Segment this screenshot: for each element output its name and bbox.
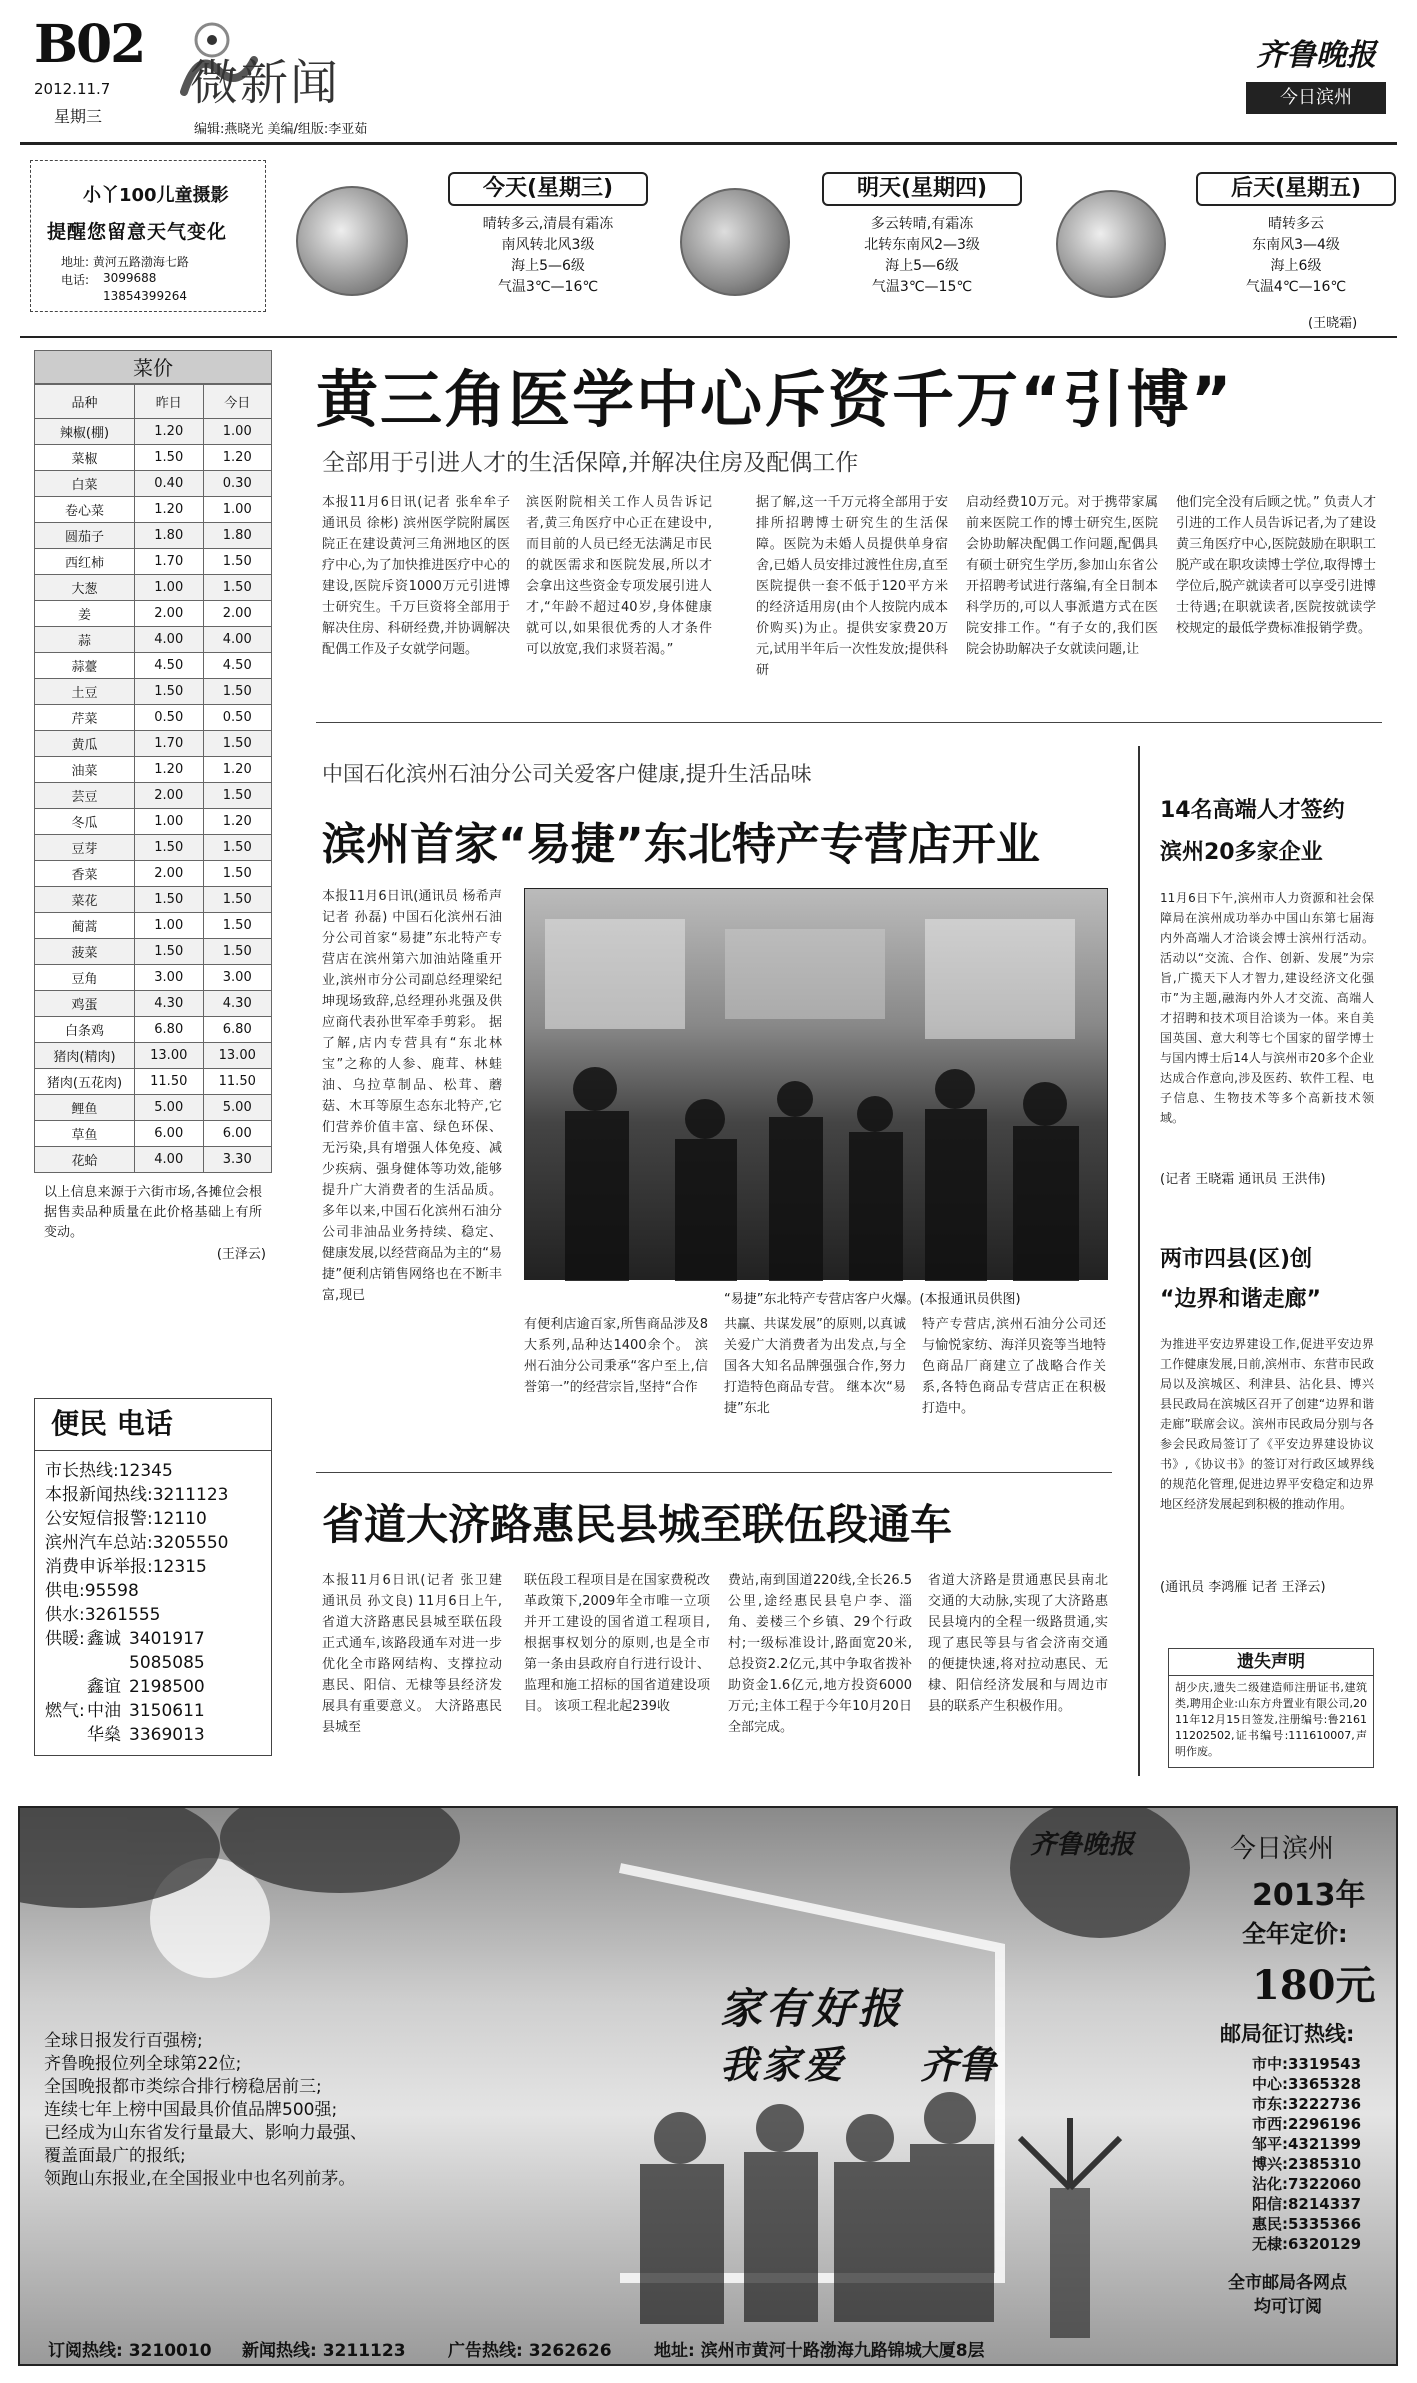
- price-value: 1.00: [135, 809, 204, 835]
- heat-num: 3401917: [129, 1629, 205, 1649]
- ad-hotline: 沾化:7322060: [1252, 2175, 1362, 2193]
- price-row: [35, 1121, 272, 1147]
- weather-line: 晴转多云: [1268, 216, 1324, 232]
- price-value: 1.20: [135, 757, 204, 783]
- heating-label: 供暖:: [45, 1629, 85, 1649]
- ad-footnote-1: 全市邮局各网点: [1228, 2273, 1347, 2293]
- price-value: 1.50: [203, 679, 272, 705]
- page-number: B02: [34, 14, 145, 75]
- ad-claim: 齐鲁晚报位列全球第22位;: [44, 2054, 242, 2074]
- ad-order-hotline: 订阅热线: 3210010: [48, 2340, 212, 2361]
- price-row: [35, 835, 272, 861]
- issue-weekday: 星期三: [54, 107, 103, 126]
- sponsor-box: [30, 160, 266, 312]
- ad-edition: 今日滨州: [1230, 1834, 1335, 1864]
- price-row: [35, 471, 272, 497]
- weather-day-after: 后天(星期五): [1196, 172, 1396, 206]
- price-value: 1.50: [203, 783, 272, 809]
- price-value: 1.20: [203, 809, 272, 835]
- price-item: 西红柿: [35, 549, 135, 575]
- cloudy-sun-icon: [680, 188, 790, 296]
- lost-notice: [1168, 1648, 1374, 1768]
- hotline-row: [45, 1555, 261, 1579]
- price-value: 1.50: [135, 887, 204, 913]
- price-value: 1.50: [203, 861, 272, 887]
- ad-price: 180元: [1252, 1962, 1376, 2009]
- price-table: [34, 384, 272, 1173]
- price-credit: (王泽云): [216, 1247, 266, 1262]
- price-header: 品种: [35, 385, 135, 419]
- ad-claims: [44, 2030, 367, 2191]
- price-item: 辣椒(棚): [35, 419, 135, 445]
- price-note: 以上信息来源于六街市场,各摊位会根据售卖品种质量在此价格基础上有所变动。: [44, 1185, 262, 1240]
- hotline-number: 12315: [152, 1557, 207, 1577]
- price-row: [35, 601, 272, 627]
- heat-name: 鑫诚: [87, 1629, 121, 1649]
- edition-badge: 今日滨州: [1246, 82, 1386, 114]
- price-value: 1.00: [203, 419, 272, 445]
- a5-body: 为推进平安边界建设工作,促进平安边界工作健康发展,日前,滨州市、东营市民政局以及滨城区、利津县、沾化县、博兴县民政局在滨城区召开了创建“边界和谐走廊”联席会议。滨州市民政局分别与各参会民政局签订了《平安边界建设协议书》,《协议书》的签订对行政区域界线的规范化管理,促进边界平安稳定和边界地区经济发展起到积极的推动作用。: [1160, 1337, 1374, 1511]
- a3-col-4: 省道大济路是贯通惠民县南北交通的大动脉,实现了大济路惠民县境内的全程一级路贯通,实现了惠民等县与省会济南交通的便捷快速,将对拉动惠民、无棣、阳信经济发展和与周边市县的联系产生积极作用。: [928, 1573, 1108, 1714]
- a3-col-1: 本报11月6日讯(记者 张卫建 通讯员 孙文良) 11月6日上午,省道大济路惠民县城至联伍段正式通车,该路段通车对进一步优化全市路网结构、支撑拉动惠民、阳信、无棣等县经济发展具有重要意义。 大济路惠民县城至: [322, 1573, 502, 1735]
- ad-claim: 连续七年上榜中国最具价值品牌500强;: [44, 2100, 338, 2120]
- price-value: 2.00: [203, 601, 272, 627]
- price-value: 1.80: [135, 523, 204, 549]
- ad-year: 2013年: [1252, 1878, 1366, 1913]
- a5-credit: (通讯员 李鸿雁 记者 王泽云): [1160, 1580, 1326, 1595]
- hotline-label: 市长热线:: [45, 1461, 119, 1481]
- a1-subtitle: 全部用于引进人才的生活保障,并解决住房及配偶工作: [322, 450, 859, 476]
- price-value: 6.80: [135, 1017, 204, 1043]
- price-row: [35, 523, 272, 549]
- price-item: 土豆: [35, 679, 135, 705]
- sponsor-tel-1: 3099688: [103, 271, 157, 285]
- ad-hotline: 市西:2296196: [1252, 2115, 1362, 2133]
- subscription-ad: [18, 1806, 1398, 2366]
- price-item: 菜椒: [35, 445, 135, 471]
- a2-col-2: 有便利店逾百家,所售商品涉及8大系列,品种达1400余个。 滨州石油分公司秉承“客户至上,信誉第一”的经营宗旨,坚持“合作: [524, 1317, 708, 1395]
- price-value: 1.50: [203, 575, 272, 601]
- price-item: 冬瓜: [35, 809, 135, 835]
- price-row: [35, 679, 272, 705]
- a1-col-1: 本报11月6日讯(记者 张牟牟子 通讯员 徐彬) 滨州医学院附属医院正在建设黄河三角洲地区的医疗中心,为了加快推进医疗中心的建设,医院斥资1000万元引进博士研究生。千万巨资将全部用于解决住房、科研经费,并协调解决配偶工作及子女就学问题。: [322, 495, 510, 657]
- hotline-row: [45, 1579, 261, 1603]
- heating-row: [45, 1675, 261, 1699]
- price-title: 菜价: [34, 350, 272, 384]
- ad-slogan-main: 家有好报: [720, 1984, 905, 2033]
- ad-hotline: 无棣:6320129: [1252, 2235, 1362, 2253]
- sponsor-name: 小丫100儿童摄影: [83, 185, 229, 206]
- weather-line: 南风转北风3级: [501, 237, 595, 253]
- price-value: 3.30: [203, 1147, 272, 1173]
- price-value: 6.80: [203, 1017, 272, 1043]
- lost-title: 遗失声明: [1169, 1649, 1373, 1676]
- gas-name: 华燊: [87, 1725, 121, 1745]
- price-item: 大葱: [35, 575, 135, 601]
- hotline-list: [35, 1451, 271, 1755]
- a2-title: 滨州首家“易捷”东北特产专营店开业: [322, 819, 1040, 870]
- price-value: 1.50: [203, 549, 272, 575]
- sponsor-tel-label: 电话:: [61, 273, 90, 287]
- ad-news-hotline: 新闻热线: 3211123: [242, 2340, 406, 2361]
- gas-row: [45, 1699, 261, 1723]
- a1-col-5: 他们完全没有后顾之忧。” 负责人才引进的工作人员告诉记者,为了建设黄三角医疗中心,医院鼓励在职职工脱产或在职攻读博士学位,取得博士学位后,脱产就读者可以享受引进博士待遇;在职就读者,医院按就读学校规定的最低学费标准报销学费。: [1176, 495, 1376, 636]
- gas-name: 中油: [87, 1701, 121, 1721]
- ad-hotline: 博兴:2385310: [1252, 2155, 1362, 2173]
- price-row: [35, 419, 272, 445]
- hotline-number: 3211123: [152, 1485, 229, 1505]
- ad-hotline: 市东:3222736: [1252, 2095, 1362, 2113]
- price-item: 油菜: [35, 757, 135, 783]
- weather-text-today: [448, 214, 648, 298]
- a3-col-2: 联伍段工程项目是在国家费税改革政策下,2009年全市唯一立项并开工建设的国省道工程项目,根据事权划分的原则,也是全市第一条由县政府自行进行设计、监理和施工招标的国省道建设项目。 该项工程北起239收: [524, 1573, 710, 1714]
- weather-day-today: 今天(星期三): [448, 172, 648, 206]
- ad-advert-hotline: 广告热线: 3262626: [448, 2340, 612, 2361]
- ad-hotline: 惠民:5335366: [1252, 2215, 1362, 2233]
- price-value: 1.80: [203, 523, 272, 549]
- price-item: 白菜: [35, 471, 135, 497]
- a2-rule: [316, 1472, 1112, 1473]
- price-value: 5.00: [135, 1095, 204, 1121]
- ad-hotline: 中心:3365328: [1252, 2075, 1362, 2093]
- price-item: 花蛤: [35, 1147, 135, 1173]
- price-value: 0.40: [135, 471, 204, 497]
- photo-caption: “易捷”东北特产专营店客户火爆。(本报通讯员供图): [724, 1292, 1021, 1307]
- a2-col-1: 本报11月6日讯(通讯员 杨希声 记者 孙磊) 中国石化滨州石油分公司首家“易捷”东北特产专营店在滨州第六加油站隆重开业,滨州市分公司副总经理梁纪坤现场致辞,总经理孙兆强及供应商代表孙世军牵手剪彩。 据了解,店内专营具有“东北林宝”之称的人参、鹿茸、林蛙油、乌拉草制品、松茸、蘑菇、木耳等原生态东北特产,它们营养价值丰富、绿色环保、无污染,具有增强人体免疫、减少疾病、强身健体等功效,能够提升广大消费者的生活品质。 多年以来,中国石化滨州石油分公司非油品业务持续、稳定、健康发展,以经营商品为主的“易捷”便利店销售网络也在不断丰富,现已: [322, 889, 502, 1303]
- price-header: 今日: [203, 385, 272, 419]
- price-item: 菠菜: [35, 939, 135, 965]
- a2-kicker: 中国石化滨州石油分公司关爱客户健康,提升生活品味: [322, 762, 812, 786]
- a1-col-4: 启动经费10万元。对于携带家属前来医院工作的博士研究生,医院会协助解决配偶工作问题,配偶具有硕士研究生学历,参加山东省公开招聘考试进行落编,有全日制本科学历的,可以人事派遣方式在医院安排工作。“有子女的,我们医院会协助解决子女就读问题,让: [966, 495, 1158, 657]
- price-value: 3.00: [203, 965, 272, 991]
- price-row: [35, 1017, 272, 1043]
- weather-credit: (王晓霜): [1308, 316, 1358, 331]
- price-value: 1.50: [203, 887, 272, 913]
- issue-date: 2012.11.7: [34, 80, 111, 98]
- ad-hotline: 邹平:4321399: [1252, 2135, 1362, 2153]
- price-row: [35, 861, 272, 887]
- sponsor-slogan: 提醒您留意天气变化: [47, 221, 228, 243]
- price-row: [35, 809, 272, 835]
- weather-line: 海上5—6级: [511, 258, 585, 274]
- hotline-label: 供水:: [45, 1605, 85, 1625]
- weather-line: 海上5—6级: [885, 258, 959, 274]
- heat-num: 5085085: [129, 1653, 205, 1673]
- price-item: 鸡蛋: [35, 991, 135, 1017]
- price-item: 姜: [35, 601, 135, 627]
- hotline-row: [45, 1507, 261, 1531]
- hotline-label: 供电:: [45, 1581, 85, 1601]
- hotline-number: 12345: [118, 1461, 173, 1481]
- price-item: 黄瓜: [35, 731, 135, 757]
- price-value: 1.00: [135, 913, 204, 939]
- weather-text-tomorrow: [822, 214, 1022, 298]
- price-item: 鲤鱼: [35, 1095, 135, 1121]
- a4-title: 14名高端人才签约滨州20多家企业: [1160, 798, 1345, 865]
- price-value: 4.50: [135, 653, 204, 679]
- heating-row: [45, 1651, 261, 1675]
- price-value: 2.00: [135, 861, 204, 887]
- price-row: [35, 731, 272, 757]
- price-row: [35, 1069, 272, 1095]
- price-item: 卷心菜: [35, 497, 135, 523]
- price-row: [35, 887, 272, 913]
- price-value: 2.00: [135, 601, 204, 627]
- price-item: 豆角: [35, 965, 135, 991]
- weather-line: 气温4℃—16℃: [1245, 279, 1347, 295]
- a3-col-3: 费站,南到国道220线,全长26.5公里,途经惠民县皂户李、淄角、姜楼三个乡镇、29个行政村;一级标准设计,路面宽20米,总投资2.2亿元,其中争取省拨补助资金1.6亿元,地方投资6000万元;主体工程于今年10月20日全部完成。: [728, 1573, 912, 1735]
- a5-title-1: 两市四县(区)创: [1160, 1247, 1313, 1272]
- gas-label: 燃气:: [45, 1701, 85, 1721]
- price-value: 1.20: [203, 757, 272, 783]
- sponsor-tel-2: 13854399264: [103, 289, 187, 303]
- a5-title-2: “边界和谐走廊”: [1160, 1287, 1321, 1312]
- hotline-row: [45, 1483, 261, 1507]
- price-item: 豆芽: [35, 835, 135, 861]
- section-title: 微新闻: [190, 55, 341, 111]
- ad-claim: 已经成为山东省发行量最大、影响力最强、: [44, 2123, 367, 2143]
- ad-brand: 齐鲁晚报: [1030, 1830, 1135, 1860]
- price-value: 0.50: [135, 705, 204, 731]
- price-row: [35, 783, 272, 809]
- price-row: [35, 549, 272, 575]
- a3-title: 省道大济路惠民县城至联伍段通车: [322, 1500, 953, 1549]
- price-row: [35, 575, 272, 601]
- price-value: 1.20: [135, 497, 204, 523]
- price-row: [35, 991, 272, 1017]
- price-item: 白条鸡: [35, 1017, 135, 1043]
- hotline-label: 公安短信报警:: [45, 1509, 153, 1529]
- price-item: 香菜: [35, 861, 135, 887]
- sunny-icon: [1056, 190, 1166, 298]
- price-value: 1.20: [135, 419, 204, 445]
- sunny-icon: [296, 186, 408, 296]
- sponsor-address: 地址: 黄河五路渤海七路: [61, 255, 189, 269]
- ad-claim: 全球日报发行百强榜;: [44, 2031, 203, 2051]
- store-photo: [524, 888, 1108, 1280]
- weather-day-tomorrow: 明天(星期四): [822, 172, 1022, 206]
- a4-body: 11月6日下午,滨州市人力资源和社会保障局在滨州成功举办中国山东第七届海内外高端人才洽谈会博士滨州行活动。活动以“交流、合作、创新、发展”为宗旨,广揽天下人才智力,建设经济文化强市”为主题,融海内外人才交流、高端人才招聘和技术项目洽谈为一体。来自美国英国、意大利等七个国家的留学博士与国内博士后14人与滨州市20多个企业达成合作意向,涉及医药、软件工程、电子信息、生物技术等多个高新技术领域。: [1160, 891, 1374, 1125]
- price-row: [35, 913, 272, 939]
- price-item: 芸豆: [35, 783, 135, 809]
- hotline-title: 便民 电话: [35, 1399, 271, 1451]
- heat-name: 鑫谊: [87, 1677, 121, 1697]
- weather-text-after: [1196, 214, 1396, 298]
- hotline-row: [45, 1603, 261, 1627]
- weather-line: 北转东南风2—3级: [864, 237, 980, 253]
- ad-hotline: 阳信:8214337: [1252, 2195, 1362, 2213]
- ad-claim: 领跑山东报业,在全国报业中也名列前茅。: [44, 2169, 356, 2189]
- a2-col-3: 共赢、共谋发展”的原则,以真诚关爱广大消费者为出发点,与全国各大知名品牌强强合作,努力打造特色商品专营。 继本次“易捷”东北: [724, 1317, 906, 1416]
- price-row: [35, 939, 272, 965]
- weather-line: 多云转晴,有霜冻: [870, 216, 974, 232]
- hotline-items: [45, 1459, 261, 1627]
- price-item: 蒜薹: [35, 653, 135, 679]
- hotline-row: [45, 1459, 261, 1483]
- price-value: 1.50: [135, 835, 204, 861]
- weather-line: 气温3℃—16℃: [497, 279, 599, 295]
- price-row: [35, 627, 272, 653]
- hotline-box: [34, 1398, 272, 1756]
- price-row: [35, 1147, 272, 1173]
- price-value: 1.70: [135, 549, 204, 575]
- a1-title: 黄三角医学中心斥资千万“引博”: [316, 363, 1234, 436]
- price-box: [34, 350, 272, 1262]
- price-value: 1.00: [135, 575, 204, 601]
- price-item: 圆茄子: [35, 523, 135, 549]
- price-row: [35, 705, 272, 731]
- ad-slogan-sub: 我家爱: [720, 2043, 847, 2087]
- weather-rule: [20, 336, 1397, 338]
- price-value: 13.00: [203, 1043, 272, 1069]
- price-value: 13.00: [135, 1043, 204, 1069]
- a1-col-2: 滨医附院相关工作人员告诉记者,黄三角医疗中心正在建设中,而目前的人员已经无法满足市民的就医需求和医院发展,所以才会拿出这些资金专项发展引进人才,“年龄不超过40岁,身体健康就可以,如果很优秀的人才条件可以放宽,我们求贤若渴。”: [526, 495, 712, 657]
- a1-rule: [316, 722, 1382, 723]
- gas-num: 3150611: [129, 1701, 205, 1721]
- price-item: 蔺蒿: [35, 913, 135, 939]
- price-value: 1.20: [203, 445, 272, 471]
- price-value: 6.00: [135, 1121, 204, 1147]
- header-rule: [20, 142, 1397, 145]
- price-value: 1.00: [203, 497, 272, 523]
- price-value: 1.50: [203, 939, 272, 965]
- price-item: 草鱼: [35, 1121, 135, 1147]
- price-value: 4.50: [203, 653, 272, 679]
- price-value: 1.50: [135, 445, 204, 471]
- price-header: 昨日: [135, 385, 204, 419]
- price-value: 4.00: [135, 1147, 204, 1173]
- ad-hotline: 市中:3319543: [1252, 2055, 1362, 2073]
- price-value: 4.00: [203, 627, 272, 653]
- masthead-brand: 齐鲁晚报: [1256, 38, 1376, 73]
- hotline-number: 12110: [152, 1509, 207, 1529]
- ad-claim: 覆盖面最广的报纸;: [44, 2146, 186, 2166]
- right-column-rule: [1138, 746, 1140, 1776]
- price-item: 蒜: [35, 627, 135, 653]
- price-item: 猪肉(五花肉): [35, 1069, 135, 1095]
- price-value: 2.00: [135, 783, 204, 809]
- a1-col-3: 据了解,这一千万元将全部用于安排所招聘博士研究生的生活保障。医院为未婚人员提供单身宿舍,已婚人员安排过渡性住房,直至医院提供一套不低于120平方米的经济适用房(由个人按院内成本价购买)为止。提供安家费20万元,试用半年后一次性发放;提供科研: [756, 495, 948, 678]
- price-row: [35, 1095, 272, 1121]
- price-value: 11.50: [203, 1069, 272, 1095]
- price-value: 3.00: [135, 965, 204, 991]
- hotline-row: [45, 1531, 261, 1555]
- price-rows: [35, 419, 272, 1173]
- heat-num: 2198500: [129, 1677, 205, 1697]
- ad-price-label: 全年定价:: [1242, 1920, 1348, 1948]
- ad-bottom-bar: [20, 2332, 1398, 2364]
- heating-row: [45, 1627, 261, 1651]
- price-value: 6.00: [203, 1121, 272, 1147]
- hotline-label: 滨州汽车总站:: [45, 1533, 153, 1553]
- gas-row: [45, 1723, 261, 1747]
- hotline-number: 3205550: [152, 1533, 229, 1553]
- price-value: 4.30: [203, 991, 272, 1017]
- price-value: 1.50: [203, 731, 272, 757]
- price-row: [35, 757, 272, 783]
- hotline-number: 95598: [84, 1581, 139, 1601]
- price-value: 0.30: [203, 471, 272, 497]
- price-row: [35, 653, 272, 679]
- price-row: [35, 497, 272, 523]
- hotline-number: 3261555: [84, 1605, 161, 1625]
- price-item: 菜花: [35, 887, 135, 913]
- editors-line: 编辑:燕晓光 美编/组版:李亚茹: [194, 122, 368, 137]
- hotline-label: 本报新闻热线:: [45, 1485, 153, 1505]
- weather-line: 海上6级: [1270, 258, 1322, 274]
- ad-slogan-brand: 齐鲁: [920, 2043, 997, 2087]
- weather-line: 东南风3—4级: [1252, 237, 1340, 253]
- price-value: 5.00: [203, 1095, 272, 1121]
- ad-address: 地址: 滨州市黄河十路渤海九路锦城大厦8层: [654, 2340, 985, 2361]
- weather-line: 晴转多云,清晨有霜冻: [482, 216, 614, 232]
- price-value: 0.50: [203, 705, 272, 731]
- price-value: 4.00: [135, 627, 204, 653]
- hotline-label: 消费申诉举报:: [45, 1557, 153, 1577]
- ad-claim: 全国晚报都市类综合排行榜稳居前三;: [44, 2077, 322, 2097]
- price-value: 1.70: [135, 731, 204, 757]
- price-value: 1.50: [135, 939, 204, 965]
- price-row: [35, 965, 272, 991]
- crowd-photo-icon: [525, 889, 1109, 1281]
- ad-hotlines: [1252, 2054, 1361, 2254]
- price-value: 1.50: [203, 835, 272, 861]
- ad-hotline-title: 邮局征订热线:: [1220, 2022, 1355, 2046]
- price-value: 1.50: [203, 913, 272, 939]
- gas-num: 3369013: [129, 1725, 205, 1745]
- a2-col-4: 特产专营店,滨州石油分公司还与愉悦家纺、海洋贝瓷等当地特色商品厂商建立了战略合作关系,各特色商品专营店正在积极打造中。: [922, 1317, 1106, 1416]
- price-item: 猪肉(精肉): [35, 1043, 135, 1069]
- price-value: 1.50: [135, 679, 204, 705]
- price-row: [35, 445, 272, 471]
- price-row: [35, 1043, 272, 1069]
- weather-line: 气温3℃—15℃: [871, 279, 973, 295]
- price-item: 芹菜: [35, 705, 135, 731]
- price-value: 4.30: [135, 991, 204, 1017]
- a4-credit: (记者 王晓霜 通讯员 王洪伟): [1160, 1172, 1326, 1187]
- lost-body: 胡少庆,遗失二级建造师注册证书,建筑类,聘用企业:山东方舟置业有限公司,2011年12月15日签发,注册编号:鲁216111202502,证书编号:111610007,声明作废。: [1175, 1681, 1367, 1758]
- ad-footnote-2: 均可订阅: [1254, 2297, 1322, 2317]
- price-value: 11.50: [135, 1069, 204, 1095]
